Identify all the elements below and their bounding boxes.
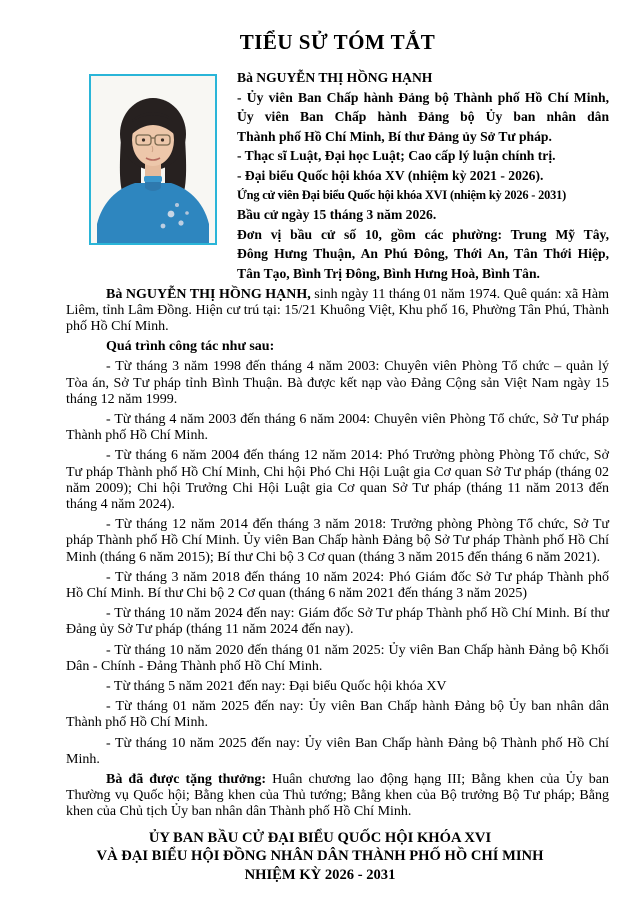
- candidate-summary-line: Bà NGUYỄN THỊ HỒNG HẠNH: [237, 70, 433, 85]
- portrait-photo: [89, 74, 217, 245]
- biography-paragraph: - Từ tháng 01 năm 2025 đến nay: Ủy viên Ban Chấp hành Đảng bộ Ủy ban nhân dân Thành phố Hồ Chí Minh.: [66, 699, 609, 731]
- biography-paragraph: - Từ tháng 10 năm 2025 đến nay: Ủy viên Ban Chấp hành Đảng bộ Thành phố Hồ Chí Minh.: [66, 735, 609, 767]
- biography-paragraph: - Từ tháng 12 năm 2014 đến tháng 3 năm 2018: Trưởng phòng Phòng Tổ chức, Sở Tư pháp Thành phố Hồ Chí Minh. Ủy viên Ban Chấp hành Đảng bộ Sở Tư pháp Thành phố Hồ Chí Minh (tháng 6 năm 2015); Bí thư Chi bộ 3 Cơ quan (tháng 3 năm 2015 đến tháng 6 năm 2021).: [66, 517, 609, 565]
- biography-paragraph: - Từ tháng 10 năm 2024 đến nay: Giám đốc Sở Tư pháp Thành phố Hồ Chí Minh. Bí thư Đảng ủy Sở Tư pháp (tháng 11 năm 2024 đến nay).: [66, 606, 609, 638]
- candidate-summary-line: Thành phố Hồ Chí Minh, Bí thư Đảng ủy Sở Tư pháp.: [237, 128, 552, 144]
- candidate-summary-line: - Thạc sĩ Luật, Đại học Luật; Cao cấp lý luận chính trị.: [237, 148, 556, 164]
- candidate-summary-line: Ứng cử viên Đại biểu Quốc hội khóa XVI (nhiệm kỳ 2026 - 2031): [237, 187, 567, 202]
- candidate-summary-line: Tân Tạo, Bình Trị Đông, Bình Hưng Hoà, Bình Tân.: [237, 265, 540, 281]
- biography-paragraph: - Từ tháng 3 năm 1998 đến tháng 4 năm 2003: Chuyên viên Phòng Tổ chức – quản lý Tòa án, Sở Tư pháp tỉnh Bình Thuận. Bà được kết nạp vào Đảng Cộng sản Việt Nam ngày 15 tháng 12 năm 1999.: [66, 359, 609, 407]
- biography-paragraph: Bà NGUYỄN THỊ HỒNG HẠNH, sinh ngày 11 tháng 01 năm 1974. Quê quán: xã Hàm Liêm, tỉnh Lâm Đồng. Hiện cư trú tại: 15/21 Khuông Việt, Khu phố 16, Phường Tân Phú, Thành phố Hồ Chí Minh.: [66, 286, 609, 334]
- biography-paragraph: - Từ tháng 5 năm 2021 đến nay: Đại biểu Quốc hội khóa XV: [106, 679, 447, 694]
- biography-section: [66, 287, 609, 821]
- candidate-summary-line: Bầu cử ngày 15 tháng 3 năm 2026.: [237, 207, 437, 223]
- biography-paragraph: - Từ tháng 3 năm 2018 đến tháng 10 năm 2024: Phó Giám đốc Sở Tư pháp Thành phố Hồ Chí Minh. Bí thư Chi bộ 2 Cơ quan (tháng 6 năm 2021 đến tháng 3 năm 2025): [66, 569, 609, 601]
- footer-line: NHIỆM KỲ 2026 - 2031: [244, 866, 396, 883]
- election-committee-footer: [66, 829, 609, 885]
- portrait-photo-illustration: [91, 76, 215, 243]
- footer-line: VÀ ĐẠI BIỂU HỘI ĐỒNG NHÂN DÂN THÀNH PHỐ HỒ CHÍ MINH: [96, 848, 544, 865]
- candidate-summary: [237, 68, 609, 284]
- biography-paragraph: - Từ tháng 4 năm 2003 đến tháng 6 năm 2004: Chuyên viên Phòng Tổ chức, Sở Tư pháp Thành phố Hồ Chí Minh.: [66, 411, 609, 444]
- biography-paragraph-lead: Bà NGUYỄN THỊ HỒNG HẠNH,: [106, 286, 311, 302]
- candidate-summary-line: Ủy viên Ban Chấp hành Đảng bộ Ủy ban nhân dân: [237, 109, 609, 125]
- footer-line: ỦY BAN BẦU CỬ ĐẠI BIỂU QUỐC HỘI KHÓA XVI: [148, 829, 492, 846]
- header-section: [66, 68, 609, 284]
- candidate-summary-line: - Ủy viên Ban Chấp hành Đảng bộ Thành phố Hồ Chí Minh,: [237, 89, 609, 105]
- candidate-summary-line: Đông Hưng Thuận, An Phú Đông, Thới An, Tân Thới Hiệp,: [237, 246, 609, 262]
- candidate-summary-line: - Đại biểu Quốc hội khóa XV (nhiệm kỳ 2021 - 2026).: [237, 167, 544, 183]
- biography-paragraph: Bà đã được tặng thưởng: Huân chương lao động hạng III; Bằng khen của Ủy ban Thường vụ Quốc hội; Bằng khen của Thủ tướng; Bằng khen của Bộ trưởng Bộ Tư pháp; Bằng khen của Chủ tịch Ủy ban nhân dân Thành phố Hồ Chí Minh.: [66, 772, 609, 820]
- biography-paragraph: [66, 339, 609, 355]
- biography-paragraph-lead: Bà đã được tặng thưởng:: [106, 772, 267, 788]
- candidate-summary-line: Đơn vị bầu cử số 10, gồm các phường: Trung Mỹ Tây,: [237, 226, 609, 242]
- biography-paragraph: - Từ tháng 10 năm 2020 đến tháng 01 năm 2025: Ủy viên Ban Chấp hành Đảng bộ Khối Dân - Chính - Đảng Thành phố Hồ Chí Minh.: [66, 642, 609, 674]
- biography-paragraph-lead: Quá trình công tác như sau:: [106, 339, 275, 355]
- biography-paragraph: - Từ tháng 6 năm 2004 đến tháng 12 năm 2014: Phó Trưởng phòng Phòng Tổ chức, Sở Tư pháp Thành phố Hồ Chí Minh, Chi hội Phó Chi Hội Luật gia Cơ quan Sở Tư pháp (tháng 02 năm 2009); Chi hội Trưởng Chi Hội Luật gia Cơ quan Sở Tư pháp (tháng 11 năm 2013 đến tháng 4 năm 2024).: [66, 448, 609, 512]
- document-title: TIỂU SỬ TÓM TẮT: [239, 30, 436, 54]
